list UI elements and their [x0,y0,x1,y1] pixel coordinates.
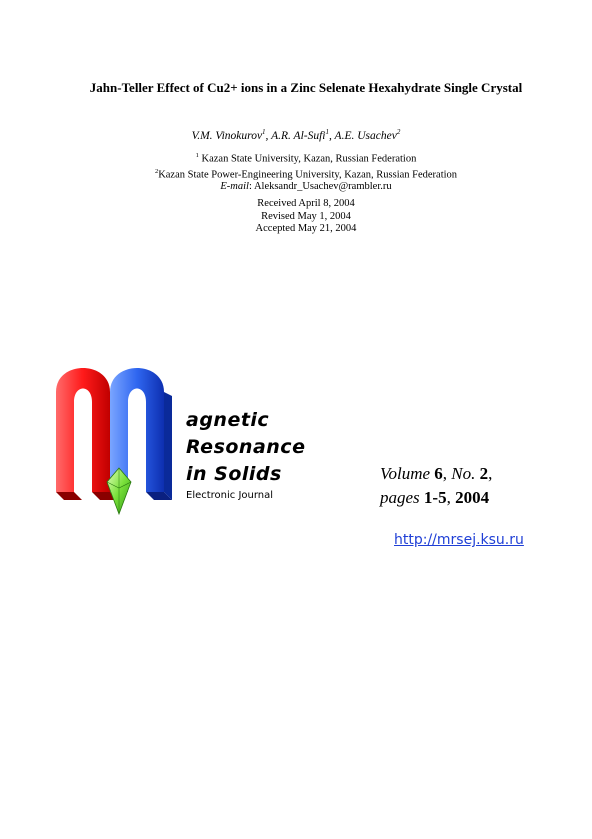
email-line: E-mail: Aleksandr_Usachev@rambler.ru [220,181,392,192]
affil-mark: 1 [195,152,199,159]
author-list: V.M. Vinokurov$^1$, A.R. Al-Sufi$^1$, A.E. Usachev$^2$ [191,128,401,142]
affiliation [0,166,592,182]
author-affil-mark: 2 [396,128,401,136]
email-address[interactable]: Aleksandr_Usachev@rambler.ru [253,181,392,192]
pages-line: pages 1-5, 2004 [380,488,490,507]
paper-title: Jahn-Teller Effect of Cu2+ ions in a Zinc Selenate Hexahydrate Single Crystal [89,80,523,95]
number-label: No. [451,464,476,483]
revised-date: Revised May 1, 2004 [261,210,351,222]
issue-number: 2 [479,464,489,483]
affil-mark: 2 [154,167,159,175]
author-name: A.E. Usachev [334,129,397,142]
logo-line: agnetic [186,409,270,431]
author-affil-mark: 1 [262,128,266,136]
volume-number: 6 [434,464,443,483]
email-label: E-mail [220,181,249,192]
journal-url-link[interactable]: http://mrsej.ksu.ru [394,532,524,548]
logo-subtitle: Electronic Journal [186,490,274,501]
affiliations [0,150,592,193]
affil-text: Kazan State University, Kazan, Russian Federation [201,153,417,165]
author-name: V.M. Vinokurov [191,129,263,142]
accepted-date: Accepted May 21, 2004 [255,223,357,234]
date-block [0,198,592,236]
author-name: A.R. Al-Sufi [271,129,326,142]
affiliation [0,150,592,166]
volume-label: Volume [380,464,431,483]
volume-info [380,462,492,510]
page-range: 1-5 [423,488,447,507]
logo-line: in Solids [186,463,282,485]
year: 2004 [455,488,490,507]
logo-wordmark [186,407,305,488]
author-affil-mark: 1 [325,128,329,136]
received-date: Received April 8, 2004 [257,198,355,209]
affil-text: Kazan State Power-Engineering University, Kazan, Russian Federation [158,169,458,180]
logo-line: Resonance [186,436,306,458]
volume-line: Volume 6, No. 2, [380,464,493,483]
pages-label: pages [380,488,420,507]
